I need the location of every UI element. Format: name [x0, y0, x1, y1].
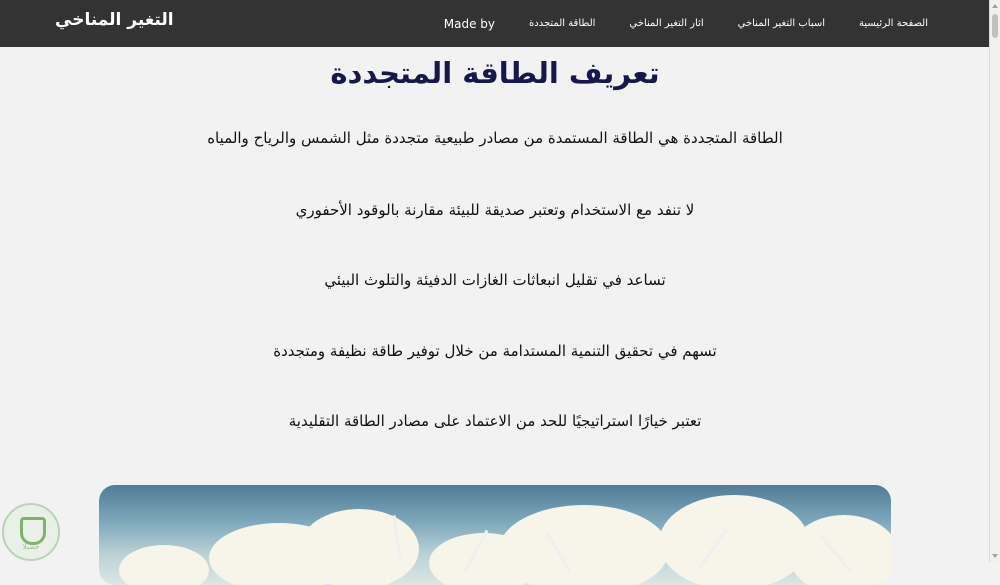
scroll-up-arrow-icon[interactable]	[992, 4, 998, 8]
top-navbar	[0, 0, 990, 47]
nav-link-causes[interactable]: اسباب التغير المناخي	[737, 18, 825, 29]
cloud-shape	[659, 495, 809, 585]
shield-logo-icon	[20, 517, 46, 545]
wind-turbines-image	[99, 485, 891, 585]
nav-link-made-by[interactable]: Made by	[443, 16, 495, 31]
nav-link-home[interactable]: الصفحة الرئيسية	[859, 18, 928, 29]
point-strategic-option: تعتبر خيارًا استراتيجيًا للحد من الاعتماد على مصادر الطاقة التقليدية	[288, 412, 702, 430]
cloud-shape	[499, 505, 669, 585]
watermark-logo	[2, 503, 60, 561]
point-inexhaustible: لا تنفد مع الاستخدام وتعتبر صديقة للبيئة مقارنة بالوقود الأحفوري	[295, 201, 695, 219]
watermark-text: خضيلا	[22, 543, 40, 551]
vertical-scrollbar[interactable]	[989, 0, 1000, 562]
scroll-down-arrow-icon[interactable]	[992, 554, 998, 558]
point-reduce-emissions: تساعد في تقليل انبعاثات الغازات الدفيئة والتلوث البيئي	[324, 271, 666, 289]
site-brand[interactable]: التغير المناخي	[55, 10, 174, 30]
scroll-thumb[interactable]	[992, 14, 998, 38]
cloud-shape	[119, 545, 209, 585]
nav-link-effects[interactable]: اثار التغير المناخي	[629, 18, 704, 29]
page-title: تعريف الطاقة المتجددة	[330, 56, 660, 90]
point-definition: الطاقة المتجددة هي الطاقة المستمدة من مصادر طبيعية متجددة مثل الشمس والرياح والمياه	[207, 129, 783, 147]
nav-link-renewable-energy[interactable]: الطاقة المتجددة	[529, 18, 596, 29]
cloud-shape	[299, 509, 419, 585]
nav-links	[444, 0, 928, 47]
point-sustainable-development: تسهم في تحقيق التنمية المستدامة من خلال توفير طاقة نظيفة ومتجددة	[273, 342, 717, 360]
